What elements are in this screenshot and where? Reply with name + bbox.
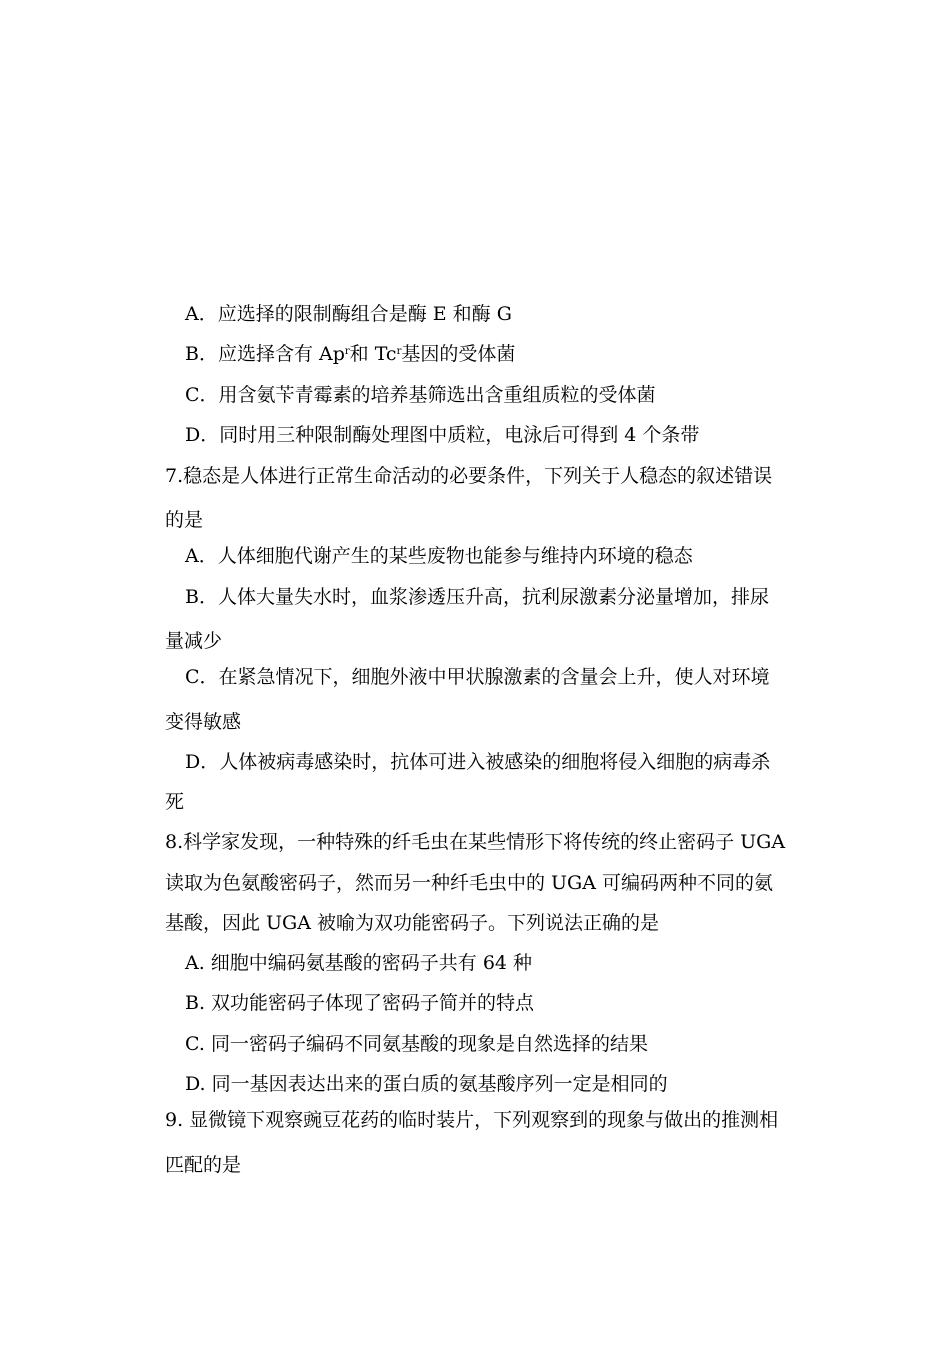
q9-stem-line1: 9. 显微镜下观察豌豆花药的临时装片，下列观察到的现象与做出的推测相 [165,1109,779,1131]
q8-option-a: A. 细胞中编码氨基酸的密码子共有 64 种 [185,952,533,974]
q7-option-c-line2: 变得敏感 [165,711,242,733]
q6-option-c: C．用含氨苄青霉素的培养基筛选出含重组质粒的受体菌 [185,384,656,406]
superscript-r-ap: r [344,346,350,357]
q7-option-c-line1: C．在紧急情况下，细胞外液中甲状腺激素的含量会上升，使人对环境 [185,666,770,688]
q7-stem-line1: 7.稳态是人体进行正常生命活动的必要条件，下列关于人稳态的叙述错误 [165,465,773,487]
q7-option-b-line2: 量减少 [165,630,223,652]
q6-option-b-text-3: 基因的受体菌 [401,343,516,365]
q7-option-b-line1: B．人体大量失水时，血浆渗透压升高，抗利尿激素分泌量增加，排尿 [185,586,769,608]
q7-option-d-line2: 死 [165,791,185,813]
q8-option-b: B. 双功能密码子体现了密码子简并的特点 [185,992,535,1014]
q6-option-b [185,342,515,366]
q6-option-b-text-2: 和 Tc [349,343,397,365]
q8-stem-line3: 基酸，因此 UGA 被喻为双功能密码子。下列说法正确的是 [165,912,659,934]
q8-option-d: D. 同一基因表达出来的蛋白质的氨基酸序列一定是相同的 [185,1073,668,1095]
q6-option-b-text-1: B．应选择含有 Ap [185,343,345,365]
q6-option-d: D．同时用三种限制酶处理图中质粒，电泳后可得到 4 个条带 [185,424,700,446]
q9-stem-line2: 匹配的是 [165,1154,242,1176]
q7-option-a: A．人体细胞代谢产生的某些废物也能参与维持内环境的稳态 [185,545,693,567]
q6-option-a: A．应选择的限制酶组合是酶 E 和酶 G [185,303,512,325]
q8-option-c: C. 同一密码子编码不同氨基酸的现象是自然选择的结果 [185,1033,648,1055]
q7-option-d-line1: D．人体被病毒感染时，抗体可进入被感染的细胞将侵入细胞的病毒杀 [185,751,771,773]
superscript-r-tc: r [396,346,402,357]
q8-stem-line2: 读取为色氨酸密码子，然而另一种纤毛虫中的 UGA 可编码两种不同的氨 [165,872,773,894]
q7-stem-line2: 的是 [165,509,204,531]
q8-stem-line1: 8.科学家发现，一种特殊的纤毛虫在某些情形下将传统的终止密码子 UGA [165,831,786,853]
